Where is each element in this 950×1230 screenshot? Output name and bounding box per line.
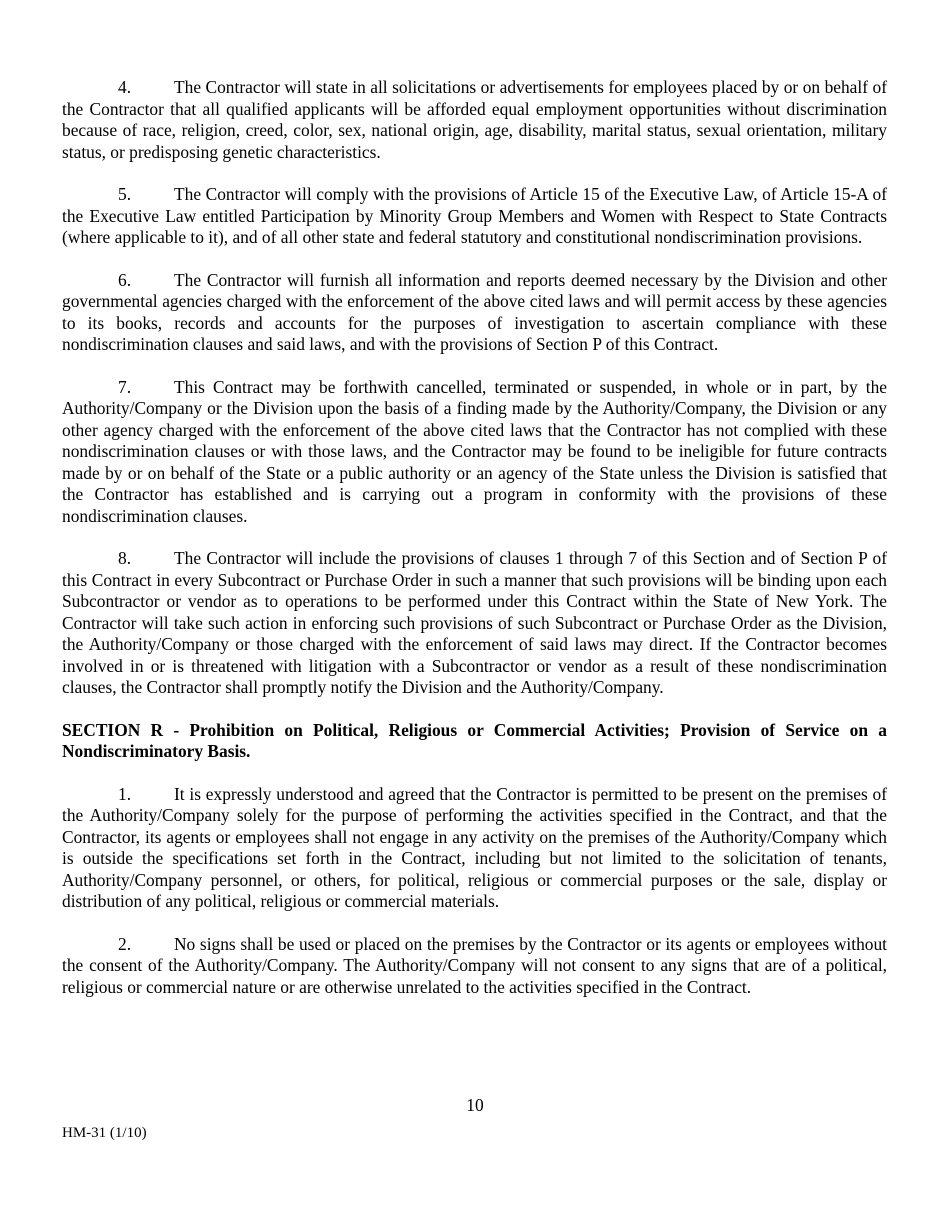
clause-text: The Contractor will state in all solicitations or advertisements for employees placed by or on behalf of the Contractor that all qualified applicants will be afforded equal employment opportunities without discrimination because of race, religion, creed, color, sex, national origin, age, disability, marital status, sexual orientation, military status, or predisposing genetic characteristics.	[62, 77, 887, 162]
section-r-heading: SECTION R - Prohibition on Political, Religious or Commercial Activities; Provision of Service on a Nondiscriminatory Basis.	[62, 719, 887, 761]
form-code: HM-31 (1/10)	[62, 1125, 147, 1141]
clause-text: The Contractor will include the provisions of clauses 1 through 7 of this Section and of Section P of this Contract in every Subcontract or Purchase Order in such a manner that such provisions will be binding upon each Subcontractor or vendor as to operations to be performed under this Contract within the State of New York. The Contractor will take such action in enforcing such provisions of such Subcontract or Purchase Order as the Division, the Authority/Company or those charged with the enforcement of said laws may direct. If the Contractor becomes involved in or is threatened with litigation with a Subcontractor or vendor as a result of these nondiscrimination clauses, the Contractor shall promptly notify the Division and the Authority/Company.	[62, 548, 887, 697]
clause-text: This Contract may be forthwith cancelled, terminated or suspended, in whole or in part, by the Authority/Company or the Division upon the basis of a finding made by the Authority/Company, the Division or any other agency charged with the enforcement of the above cited laws that the Contractor has not complied with these nondiscrimination clauses or with those laws, and the Contractor may be found to be ineligible for future contracts made by or on behalf of the State or a public authority or an agency of the State unless the Division is satisfied that the Contractor has established and is carrying out a program in conformity with the provisions of these nondiscrimination clauses.	[62, 376, 887, 526]
clause-text: The Contractor will furnish all information and reports deemed necessary by the Division and other governmental agencies charged with the enforcement of the above cited laws and will permit access by these agencies to its books, records and accounts for the purposes of investigation to ascertain compliance with these nondiscrimination clauses and said laws, and with the provisions of Section P of this Contract.	[62, 269, 887, 354]
clause-number: 4.	[118, 77, 132, 97]
clause-number: 8.	[118, 548, 132, 568]
document-page	[62, 77, 887, 1019]
clause-number: 5.	[118, 184, 132, 204]
clause-number: 2.	[118, 933, 132, 954]
clause-5	[62, 184, 887, 249]
clause-6	[62, 270, 887, 356]
clause-text: It is expressly understood and agreed that the Contractor is permitted to be present on the premises of the Authority/Company solely for the purpose of performing the activities specified in the Contract, and that the Contractor, its agents or employees shall not engage in any activity on the premises of the Authority/Company which is outside the specifications set forth in the Contract, including but not limited to the solicitation of tenants, Authority/Company personnel, or others, for political, religious or commercial purposes or the sale, display or distribution of any political, religious or commercial materials.	[62, 783, 887, 911]
clause-4	[62, 77, 887, 163]
clause-7	[62, 377, 887, 528]
clause-number: 7.	[118, 376, 132, 397]
clause-text: The Contractor will comply with the provisions of Article 15 of the Executive Law, of Article 15-A of the Executive Law entitled Participation by Minority Group Members and Women with Respect to State Contracts (where applicable to it), and of all other state and federal statutory and constitutional nondiscrimination provisions.	[62, 184, 887, 247]
page-number: 10	[466, 1095, 484, 1115]
clause-text: No signs shall be used or placed on the premises by the Contractor or its agents or employees without the consent of the Authority/Company. The Authority/Company will not consent to any signs that are of a political, religious or commercial nature or are otherwise unrelated to the activities specified in the Contract.	[62, 933, 887, 997]
clause-number: 6.	[118, 269, 132, 290]
section-r-clause-2	[62, 934, 887, 999]
clause-8	[62, 548, 887, 699]
clause-number: 1.	[118, 783, 132, 804]
section-r-clause-1	[62, 784, 887, 913]
